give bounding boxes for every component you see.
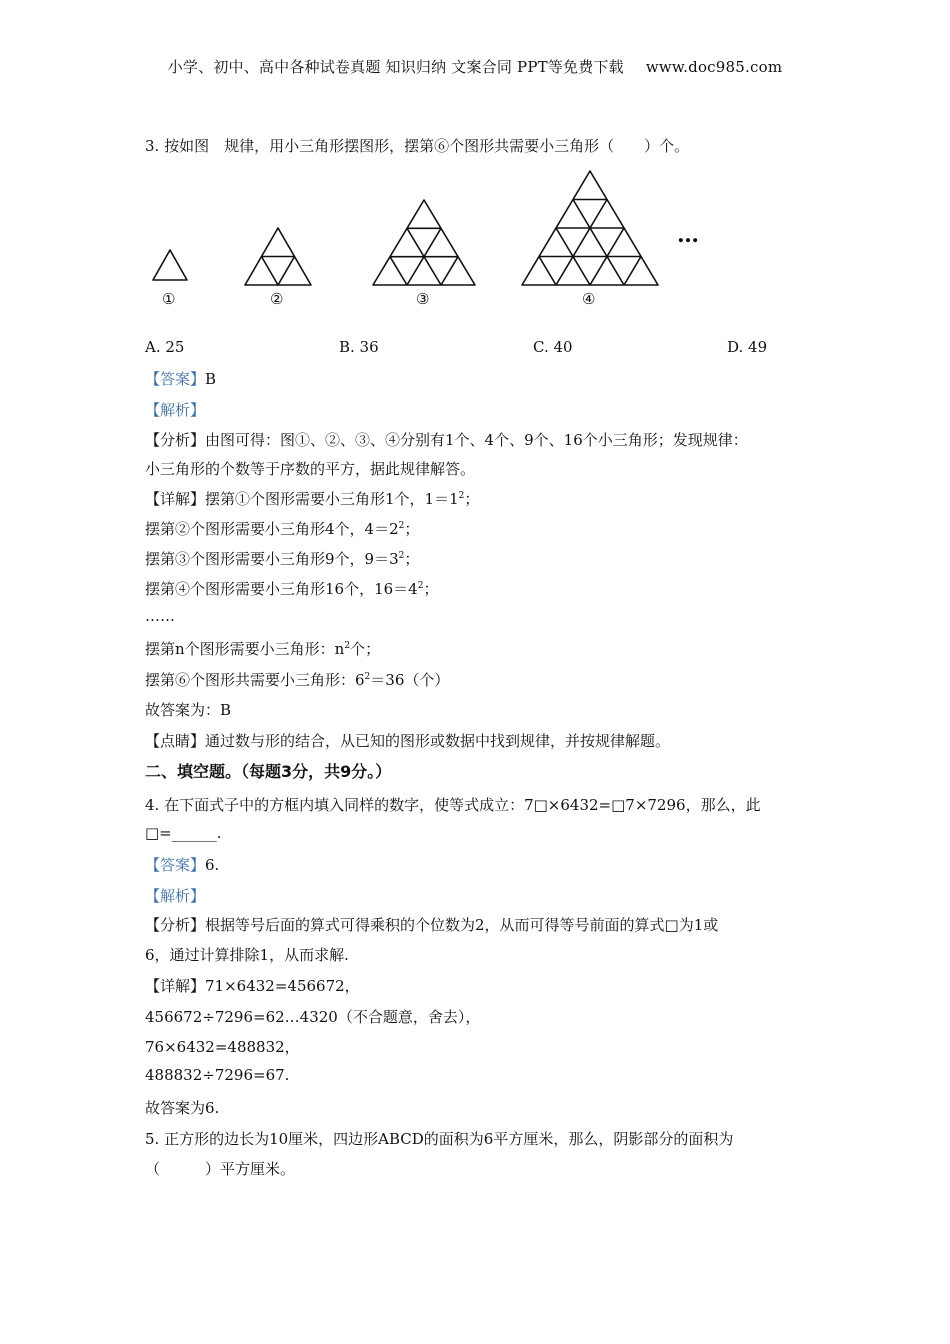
answer-value: B [205,370,217,388]
triangle-figure-3 [373,200,475,285]
q3-figures [145,168,825,318]
q3-stem: 3. 按如图 规律，用小三角形摆图形，摆第⑥个图形共需要小三角形（ ）个。 [145,137,690,155]
q4-stem-1: 4. 在下面式子中的方框内填入同样的数字，使等式成立：7□×6432=□7×7296，那么，此 [145,796,761,814]
option-b: B. 36 [339,338,379,356]
fenxi-text: 由图可得：图①、②、③、④分别有1个、4个、9个、16个小三角形；发现规律： [205,431,748,449]
dianjing-text: 通过数与形的结合，从已知的图形或数据中找到规律，并按规律解题。 [205,732,671,750]
option-a: A. 25 [145,338,185,356]
superscript: 2 [417,581,424,591]
detail-text: 71×6432=456672， [205,977,360,995]
q3-detail-4 [145,578,438,599]
q5-stem-2: （ ）平方厘米。 [145,1160,296,1178]
figure-label-1: ① [162,290,176,308]
detail-text: 摆第①个图形需要小三角形1个，1＝1 [205,490,459,508]
answer-value: 6. [205,856,220,874]
figure-label-2: ② [270,290,284,308]
triangle-figure-4 [522,171,658,285]
q3-detail-6 [145,669,449,690]
superscript: 2 [398,521,405,531]
triangle-figure-1 [153,250,187,280]
q3-final: 故答案为：B [145,701,232,719]
q3-analysis-tag: 【解析】 [145,401,206,419]
superscript: 2 [364,672,371,682]
detail-end: ； [464,490,480,508]
xiangjie-tag: 【详解】 [145,977,206,995]
q4-detail-1 [145,975,360,996]
q4-fenxi-1 [145,914,718,935]
fenxi-text: 根据等号后面的算式可得乘积的个位数为2，从而可得等号前面的算式□为1或 [205,916,719,934]
header-text: 小学、初中、高中各种试卷真题 知识归纳 文案合同 PPT等免费下载 [167,58,624,76]
q4-stem-2: □=______. [145,824,222,842]
detail-end: ； [404,520,420,538]
q3-dianjing [145,730,670,751]
q5-stem-1: 5. 正方形的边长为10厘米，四边形ABCD的面积为6平方厘米，那么，阴影部分的面积为 [145,1130,734,1148]
q3-answer [145,368,216,389]
q3-fenxi-2: 小三角形的个数等于序数的平方，据此规律解答。 [145,460,476,478]
q4-analysis-tag: 【解析】 [145,887,206,905]
answer-tag: 【答案】 [145,856,206,874]
fenxi-tag: 【分析】 [145,431,206,449]
option-c: C. 40 [533,338,573,356]
dianjing-tag: 【点睛】 [145,732,206,750]
xiangjie-tag: 【详解】 [145,490,206,508]
figure-label-3: ③ [416,290,430,308]
superscript: 2 [458,491,465,501]
q4-detail-4: 488832÷7296=67. [145,1066,290,1084]
detail-end: ； [423,580,439,598]
detail-end: 个； [350,640,381,658]
section-2-title: 二、填空题。（每题3分，共9分。） [145,762,392,781]
detail-text: 摆第③个图形需要小三角形9个，9＝3 [145,550,399,568]
q4-detail-2: 456672÷7296=62…4320（不合题意，舍去）， [145,1008,481,1026]
q4-detail-3: 76×6432=488832， [145,1038,300,1056]
page-header [0,56,950,77]
detail-text: 摆第②个图形需要小三角形4个，4＝2 [145,520,399,538]
fenxi-tag: 【分析】 [145,916,206,934]
detail-end: ＝36（个） [370,671,450,689]
q4-fenxi-2: 6，通过计算排除1，从而求解. [145,946,349,964]
detail-end: ； [404,550,420,568]
superscript: 2 [344,641,351,651]
detail-text: 摆第④个图形需要小三角形16个，16＝4 [145,580,418,598]
q3-fenxi-1 [145,429,748,450]
q4-answer [145,854,219,875]
q3-detail-2 [145,518,419,539]
q3-dots: …… [145,607,175,625]
ellipsis-mark: … [677,222,699,248]
detail-text: 摆第⑥个图形共需要小三角形：6 [145,671,365,689]
q4-final: 故答案为6. [145,1099,220,1117]
header-url: www.doc985.com [645,58,783,76]
detail-text: 摆第n个图形需要小三角形：n [145,640,345,658]
triangle-figure-2 [245,228,311,285]
triangle-pattern-figure [145,168,825,318]
superscript: 2 [398,551,405,561]
figure-label-4: ④ [582,290,596,308]
option-d: D. 49 [727,338,768,356]
q3-detail-n [145,638,380,659]
answer-tag: 【答案】 [145,370,206,388]
q3-detail-3 [145,548,419,569]
q3-detail-1 [145,488,479,509]
